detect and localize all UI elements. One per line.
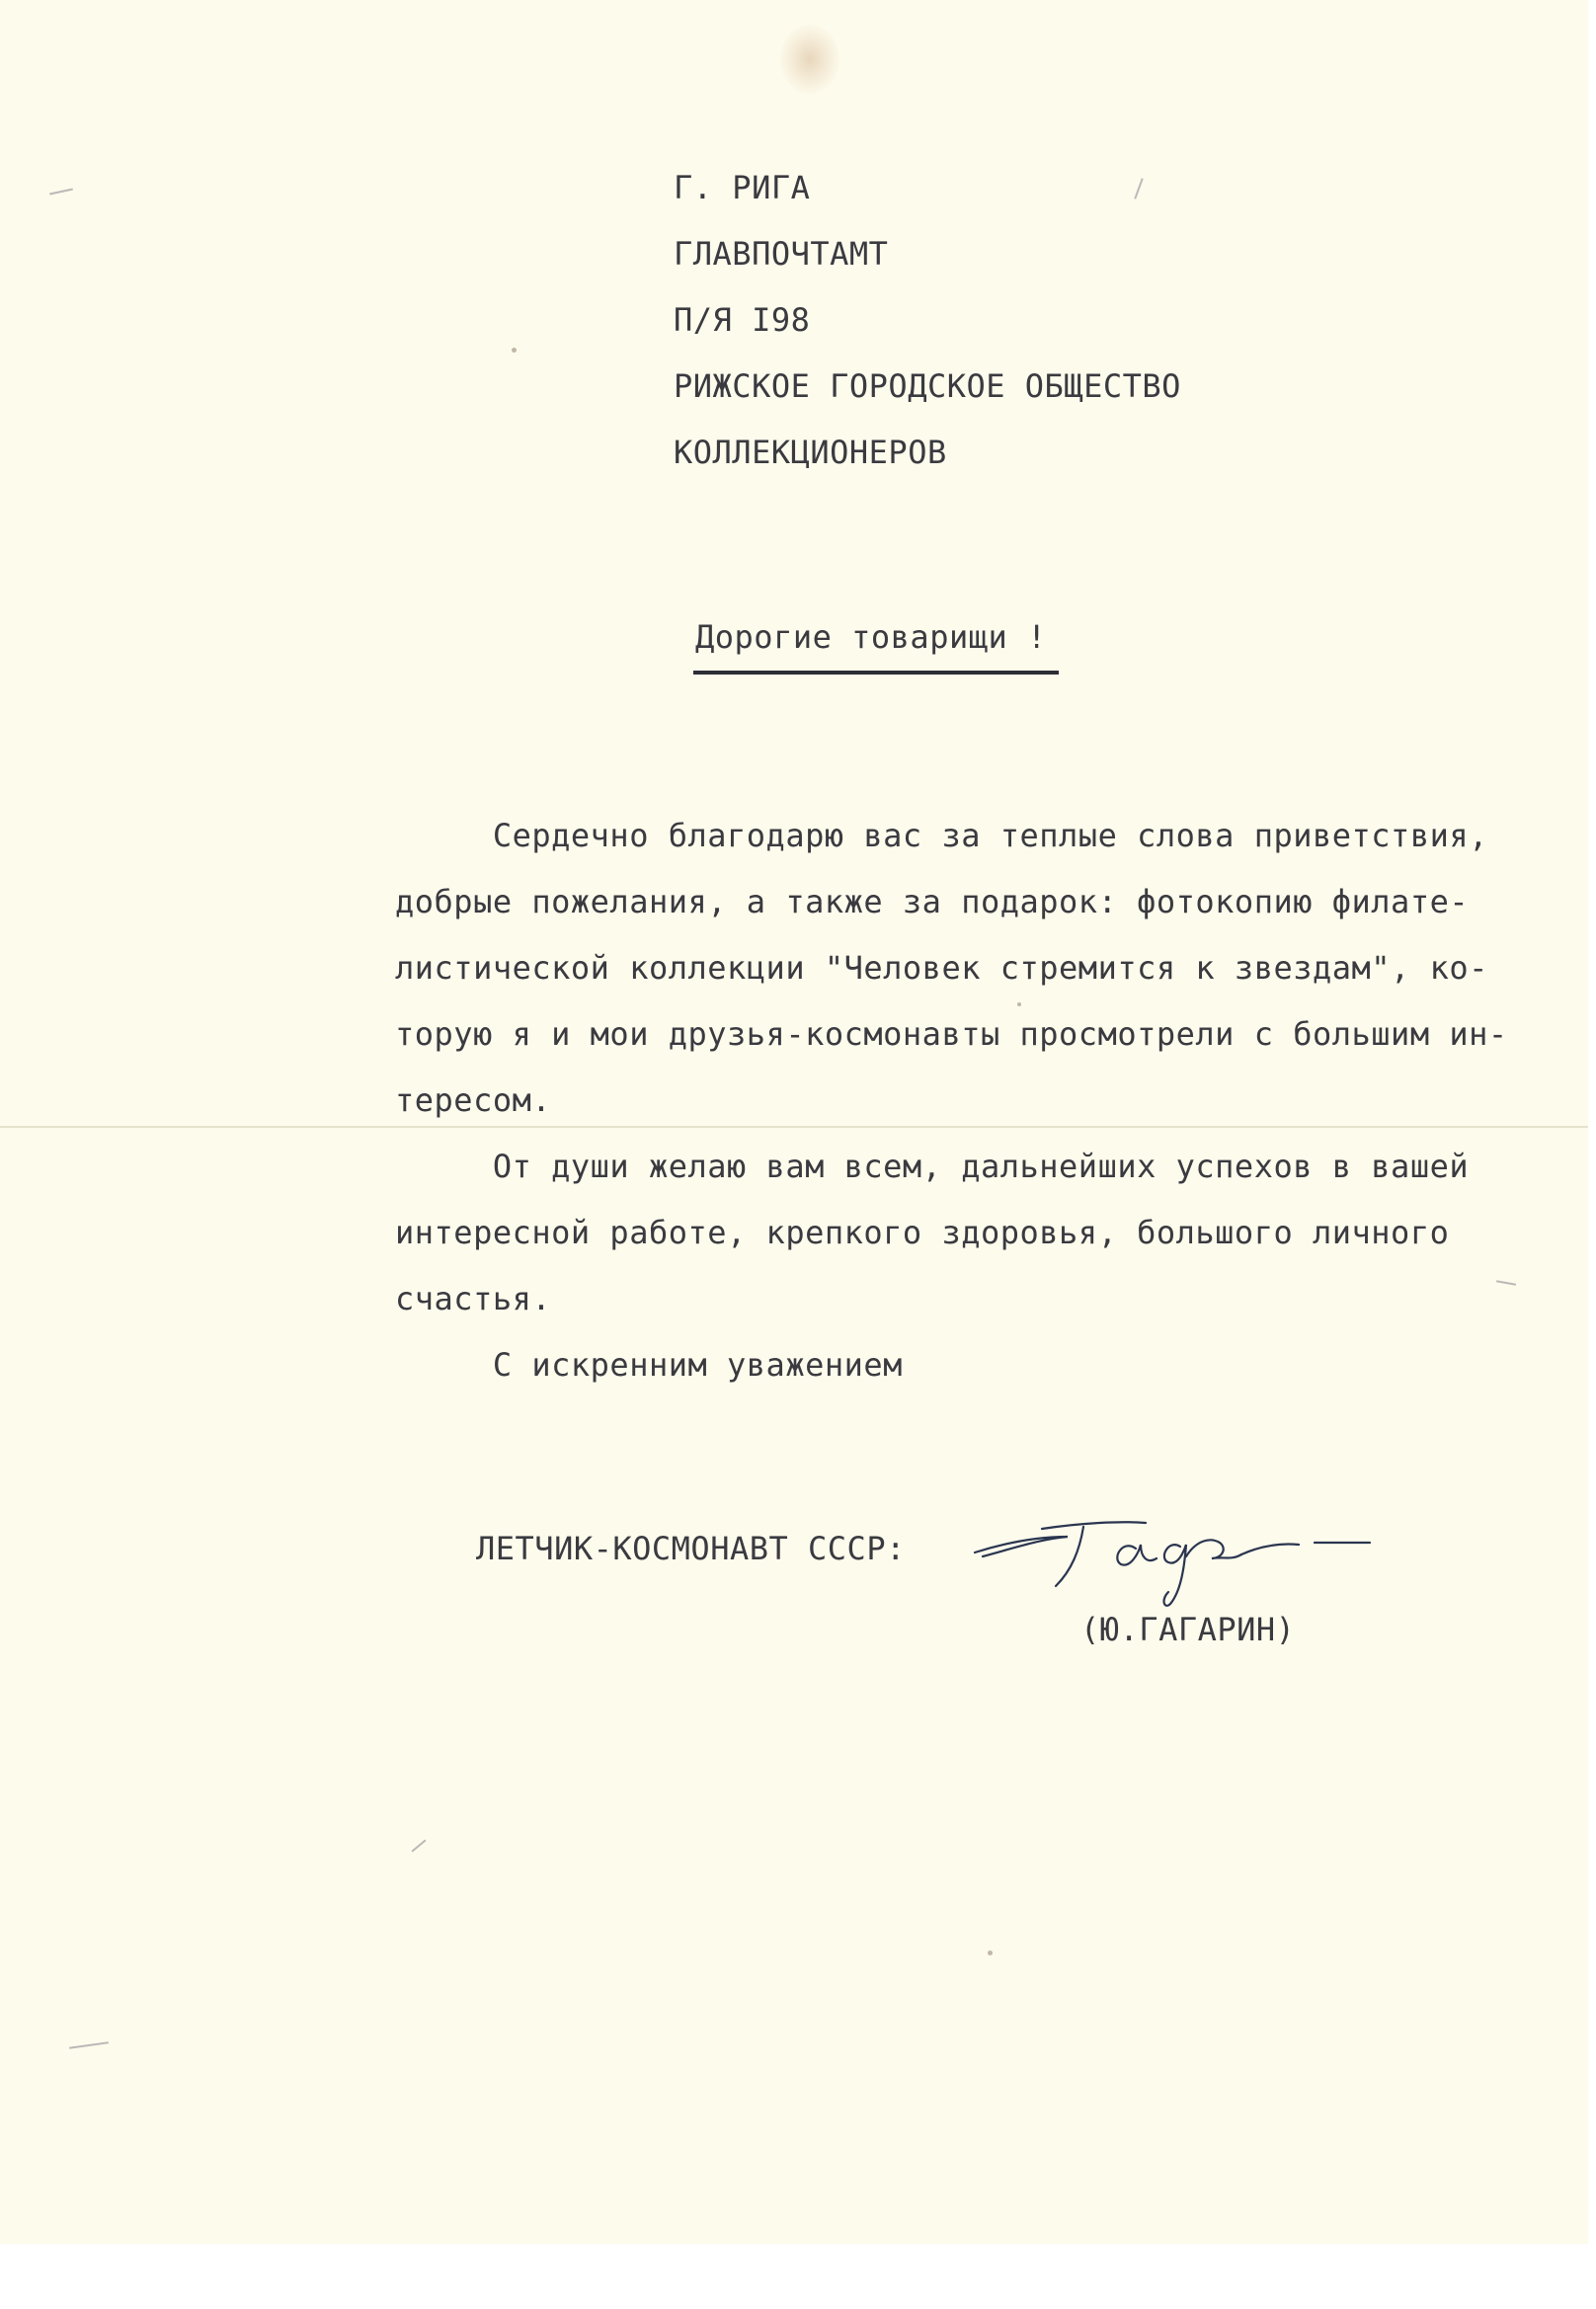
body-line: счастья. [395, 1280, 552, 1317]
address-line: Г. РИГА [674, 169, 811, 206]
body-line: листической коллекции "Человек стремится к звездам", ко- [395, 949, 1488, 987]
body-line: торую я и мои друзья-космонавты просмотрели с большим ин- [395, 1015, 1508, 1053]
body-line: От души желаю вам всем, дальнейших успехов в вашей [395, 1148, 1470, 1185]
address-line: КОЛЛЕКЦИОНЕРОВ [674, 434, 947, 471]
paper-stain [780, 25, 839, 94]
address-line: ГЛАВПОЧТАМТ [674, 235, 889, 273]
body-line: интересной работе, крепкого здоровья, большого личного [395, 1214, 1450, 1251]
signature-title: ЛЕТЧИК-КОСМОНАВТ СССР: [476, 1530, 906, 1567]
address-line: РИЖСКОЕ ГОРОДСКОЕ ОБЩЕСТВО [674, 367, 1181, 405]
body-line: тересом. [395, 1081, 552, 1119]
paper-speck [49, 189, 73, 196]
greeting: Дорогие товарищи ! [695, 618, 1047, 656]
body-line: Сердечно благодарю вас за теплые слова приветствия, [395, 817, 1488, 854]
address-line: П/Я I98 [674, 301, 811, 339]
letter-body [395, 816, 1508, 1411]
paper-speck [988, 1951, 993, 1955]
body-line: добрые пожелания, а также за подарок: фотокопию филате- [395, 883, 1470, 920]
paper-speck [411, 1839, 426, 1852]
greeting-underline [693, 671, 1059, 675]
handwritten-signature [973, 1501, 1378, 1610]
recipient-address [674, 168, 1181, 499]
paper-speck [69, 2041, 109, 2049]
paper-speck [512, 348, 517, 353]
body-line: С искренним уважением [395, 1346, 903, 1384]
signature-name: (Ю.ГАГАРИН) [1080, 1611, 1296, 1648]
